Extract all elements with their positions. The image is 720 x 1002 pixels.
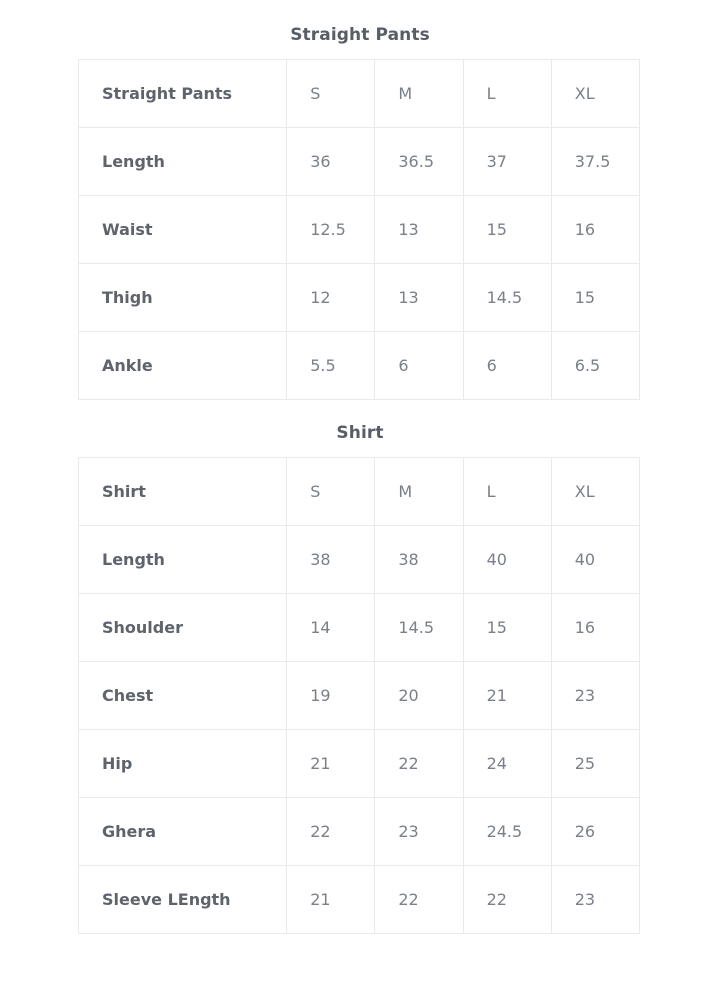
table-header-row xyxy=(79,60,640,128)
table-row xyxy=(79,264,640,332)
cell-s: 38 xyxy=(287,526,375,594)
cell-xl: 37.5 xyxy=(551,128,639,196)
cell-xl: 15 xyxy=(551,264,639,332)
cell-m: 14.5 xyxy=(375,594,463,662)
cell-s: 14 xyxy=(287,594,375,662)
cell-l: 15 xyxy=(463,196,551,264)
header-cell-s: S xyxy=(287,458,375,526)
cell-l: 15 xyxy=(463,594,551,662)
cell-xl: 40 xyxy=(551,526,639,594)
cell-xl: 6.5 xyxy=(551,332,639,400)
table-row xyxy=(79,332,640,400)
cell-m: 22 xyxy=(375,730,463,798)
header-cell-measure: Shirt xyxy=(79,458,287,526)
row-label: Ankle xyxy=(79,332,287,400)
cell-m: 38 xyxy=(375,526,463,594)
row-label: Length xyxy=(79,128,287,196)
cell-xl: 25 xyxy=(551,730,639,798)
cell-s: 12.5 xyxy=(287,196,375,264)
cell-s: 36 xyxy=(287,128,375,196)
table-row xyxy=(79,594,640,662)
cell-l: 24.5 xyxy=(463,798,551,866)
header-cell-s: S xyxy=(287,60,375,128)
cell-m: 13 xyxy=(375,264,463,332)
section-straight-pants xyxy=(0,0,720,400)
header-cell-l: L xyxy=(463,458,551,526)
cell-l: 21 xyxy=(463,662,551,730)
row-label: Thigh xyxy=(79,264,287,332)
cell-m: 20 xyxy=(375,662,463,730)
table-row xyxy=(79,128,640,196)
cell-s: 22 xyxy=(287,798,375,866)
table-row xyxy=(79,866,640,934)
bottom-spacer xyxy=(0,934,720,940)
cell-s: 5.5 xyxy=(287,332,375,400)
row-label: Waist xyxy=(79,196,287,264)
table-row xyxy=(79,196,640,264)
row-label: Shoulder xyxy=(79,594,287,662)
header-cell-m: M xyxy=(375,458,463,526)
cell-l: 40 xyxy=(463,526,551,594)
table-header-row xyxy=(79,458,640,526)
row-label: Hip xyxy=(79,730,287,798)
cell-xl: 26 xyxy=(551,798,639,866)
header-cell-xl: XL xyxy=(551,458,639,526)
header-cell-m: M xyxy=(375,60,463,128)
cell-xl: 16 xyxy=(551,196,639,264)
cell-m: 36.5 xyxy=(375,128,463,196)
cell-s: 21 xyxy=(287,866,375,934)
header-cell-l: L xyxy=(463,60,551,128)
cell-l: 24 xyxy=(463,730,551,798)
table-row xyxy=(79,662,640,730)
table-row xyxy=(79,526,640,594)
row-label: Sleeve LEngth xyxy=(79,866,287,934)
row-label: Chest xyxy=(79,662,287,730)
table-row xyxy=(79,730,640,798)
section-shirt xyxy=(0,400,720,940)
section-title-shirt: Shirt xyxy=(336,423,384,443)
cell-l: 37 xyxy=(463,128,551,196)
cell-l: 22 xyxy=(463,866,551,934)
cell-m: 6 xyxy=(375,332,463,400)
cell-s: 21 xyxy=(287,730,375,798)
cell-l: 6 xyxy=(463,332,551,400)
cell-s: 19 xyxy=(287,662,375,730)
row-label: Length xyxy=(79,526,287,594)
header-cell-xl: XL xyxy=(551,60,639,128)
row-label: Ghera xyxy=(79,798,287,866)
cell-s: 12 xyxy=(287,264,375,332)
cell-xl: 23 xyxy=(551,866,639,934)
straight-pants-size-table xyxy=(78,59,640,400)
cell-xl: 16 xyxy=(551,594,639,662)
cell-l: 14.5 xyxy=(463,264,551,332)
header-cell-measure: Straight Pants xyxy=(79,60,287,128)
shirt-size-table xyxy=(78,457,640,934)
cell-m: 13 xyxy=(375,196,463,264)
cell-m: 23 xyxy=(375,798,463,866)
cell-xl: 23 xyxy=(551,662,639,730)
table-row xyxy=(79,798,640,866)
section-title-straight-pants: Straight Pants xyxy=(290,25,430,45)
cell-m: 22 xyxy=(375,866,463,934)
